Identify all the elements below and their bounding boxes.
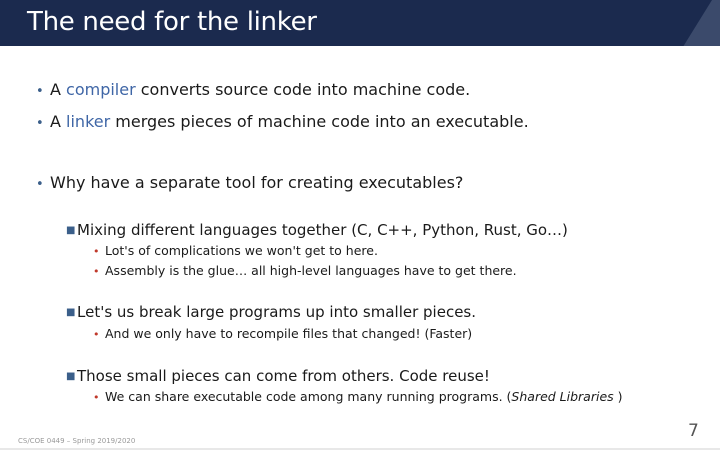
bullet-text-pre: A: [50, 112, 67, 131]
bullet-dot-icon: •: [93, 391, 100, 404]
sub-sub-bullet: [93, 389, 623, 406]
sub-bullet-pieces: [66, 302, 476, 323]
sub-sub-bullet-text: Assembly is the glue… all high-level languages have to get there.: [105, 263, 517, 278]
bullet-question: [36, 173, 463, 195]
sub-sub-bullet: [93, 326, 472, 343]
bullet-text: Why have a separate tool for creating executables?: [50, 173, 464, 192]
bullet-linker: [36, 112, 529, 134]
sub-sub-bullet-text: Lot's of complications we won't get to here.: [105, 243, 378, 258]
bullet-dot-icon: •: [36, 84, 44, 99]
keyword-linker: linker: [66, 112, 111, 131]
sub-sub-bullet: [93, 263, 517, 280]
page-number: 7: [688, 421, 699, 441]
bullet-dot-icon: •: [93, 245, 100, 258]
sub-sub-bullet-text-end: ): [613, 389, 623, 404]
square-bullet-icon: ■: [66, 371, 76, 382]
slide-title: The need for the linker: [27, 7, 317, 37]
square-bullet-icon: ■: [66, 225, 76, 236]
square-bullet-icon: ■: [66, 307, 76, 318]
footer-course: CS/COE 0449 – Spring 2019/2020: [18, 437, 136, 445]
bullet-dot-icon: •: [36, 116, 44, 131]
sub-bullet-reuse: [66, 366, 490, 387]
bullet-text-post: merges pieces of machine code into an executable.: [110, 112, 529, 131]
keyword-compiler: compiler: [66, 80, 136, 99]
sub-bullet-text: Those small pieces can come from others. Code reuse!: [77, 367, 490, 385]
bullet-compiler: [36, 80, 470, 102]
sub-bullet-text: Let's us break large programs up into smaller pieces.: [77, 303, 477, 321]
sub-sub-bullet-text: We can share executable code among many running programs. (: [105, 389, 512, 404]
bullet-dot-icon: •: [93, 265, 100, 278]
sub-bullet-languages: [66, 220, 568, 241]
sub-bullet-text: Mixing different languages together (C, C++, Python, Rust, Go…): [77, 221, 568, 239]
bullet-dot-icon: •: [93, 328, 100, 341]
bullet-text-post: converts source code into machine code.: [135, 80, 471, 99]
sub-sub-bullet: [93, 243, 378, 260]
bullet-dot-icon: •: [36, 177, 44, 192]
shared-libraries-term: Shared Libraries: [511, 389, 614, 404]
bullet-text-pre: A: [50, 80, 67, 99]
sub-sub-bullet-text: And we only have to recompile files that changed! (Faster): [105, 326, 473, 341]
